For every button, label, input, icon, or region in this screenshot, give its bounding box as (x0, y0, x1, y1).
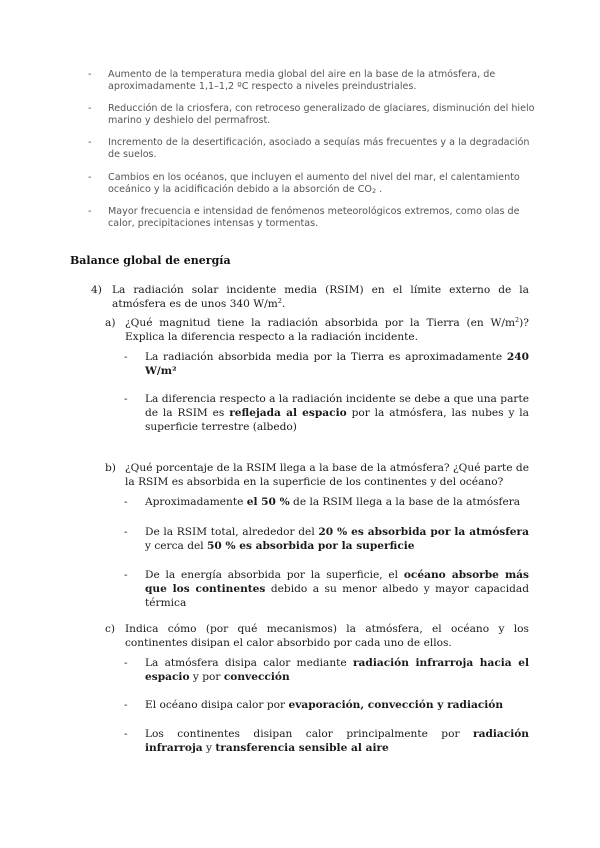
subquestion-b (105, 461, 529, 489)
subquestion-a (105, 316, 529, 344)
dash-bullet: - (124, 699, 128, 711)
subquestion-label: a) (105, 317, 116, 329)
dash-bullet: - (124, 728, 128, 740)
subquestion-c (105, 622, 529, 650)
dash-bullet: - (124, 569, 128, 581)
answer-item: - Los continentes disipan calor principalmente por radiación infrarroja y transferencia sensible al aire (124, 728, 529, 754)
list-item: - Reducción de la criosfera, con retroceso generalizado de glaciares, disminución del hielo marino y deshielo del permafrost. (88, 103, 535, 127)
dash-bullet: - (124, 351, 128, 363)
answer-item: - La diferencia respecto a la radiación incidente se debe a que una parte de la RSIM es reflejada al espacio por la atmósfera, las nubes y la superficie terrestre (albedo) (124, 393, 530, 433)
question-4 (91, 283, 529, 311)
dash-bullet: - (124, 393, 128, 405)
dash-bullet: - (88, 69, 92, 80)
climate-effects-list (88, 69, 538, 240)
dash-bullet: - (88, 103, 92, 115)
answer-item: - De la RSIM total, alrededor del 20 % es absorbida por la atmósfera y cerca del 50 % es absorbida por la superficie (124, 526, 529, 552)
answer-item: - La radiación absorbida media por la Tierra es aproximadamente 240 W/m² (124, 351, 529, 377)
list-item: - Incremento de la desertificación, asociado a sequías más frecuentes y a la degradación de suelos. (88, 137, 530, 161)
dash-bullet: - (88, 137, 92, 149)
dash-bullet: - (124, 526, 128, 538)
co2-subscript: 2 (371, 186, 377, 195)
subquestion-text: ¿Qué magnitud tiene la radiación absorbida por la Tierra (en $W/m^2$)? Explica la diferencia respecto a la radiación incidente. (125, 316, 529, 343)
subquestion-label: c) (105, 623, 116, 635)
list-item: - Cambios en los océanos, que incluyen el aumento del nivel del mar, el calentamiento oceánico y la acidificación debido a la absorción de $CO_2$ . (88, 171, 520, 195)
dash-bullet: - (124, 657, 128, 669)
question-text: La radiación solar incidente media (RSIM) en el límite externo de la atmósfera es de unos 340 $W/m^2$. (112, 284, 529, 310)
answer-item: - La atmósfera disipa calor mediante radiación infrarroja hacia el espacio y por convección (124, 657, 530, 683)
dash-bullet: - (124, 496, 128, 508)
dash-bullet: - (88, 205, 92, 217)
question-number: 4) (91, 284, 102, 296)
subquestion-text: Indica cómo (por qué mecanismos) la atmósfera, el océano y los continentes disipan el calor absorbido por cada uno de ellos. (125, 623, 529, 649)
section-title: Balance global de energía (70, 254, 231, 267)
subquestion-label: b) (105, 462, 116, 474)
list-item: - Aumento de la temperatura media global del aire en la base de la atmósfera, de aproximadamente 1,1–1,2 ºC respecto a niveles preindustriales. (88, 69, 496, 92)
answer-item: - Aproximadamente el 50 % de la RSIM llega a la base de la atmósfera (124, 496, 521, 508)
list-item: - Mayor frecuencia e intensidad de fenómenos meteorológicos extremos, como olas de calor, precipitaciones intensas y tormentas. (88, 205, 520, 229)
answer-item: - De la energía absorbida por la superficie, el océano absorbe más que los continentes debido a su menor albedo y mayor capacidad térmica (124, 569, 529, 609)
dash-bullet: - (88, 171, 92, 183)
subquestion-text: ¿Qué porcentaje de la RSIM llega a la base de la atmósfera? ¿Qué parte de la RSIM es absorbida en la superficie de los continentes y del océano? (125, 462, 529, 488)
answer-item: - El océano disipa calor por evaporación, convección y radiación (124, 699, 504, 711)
